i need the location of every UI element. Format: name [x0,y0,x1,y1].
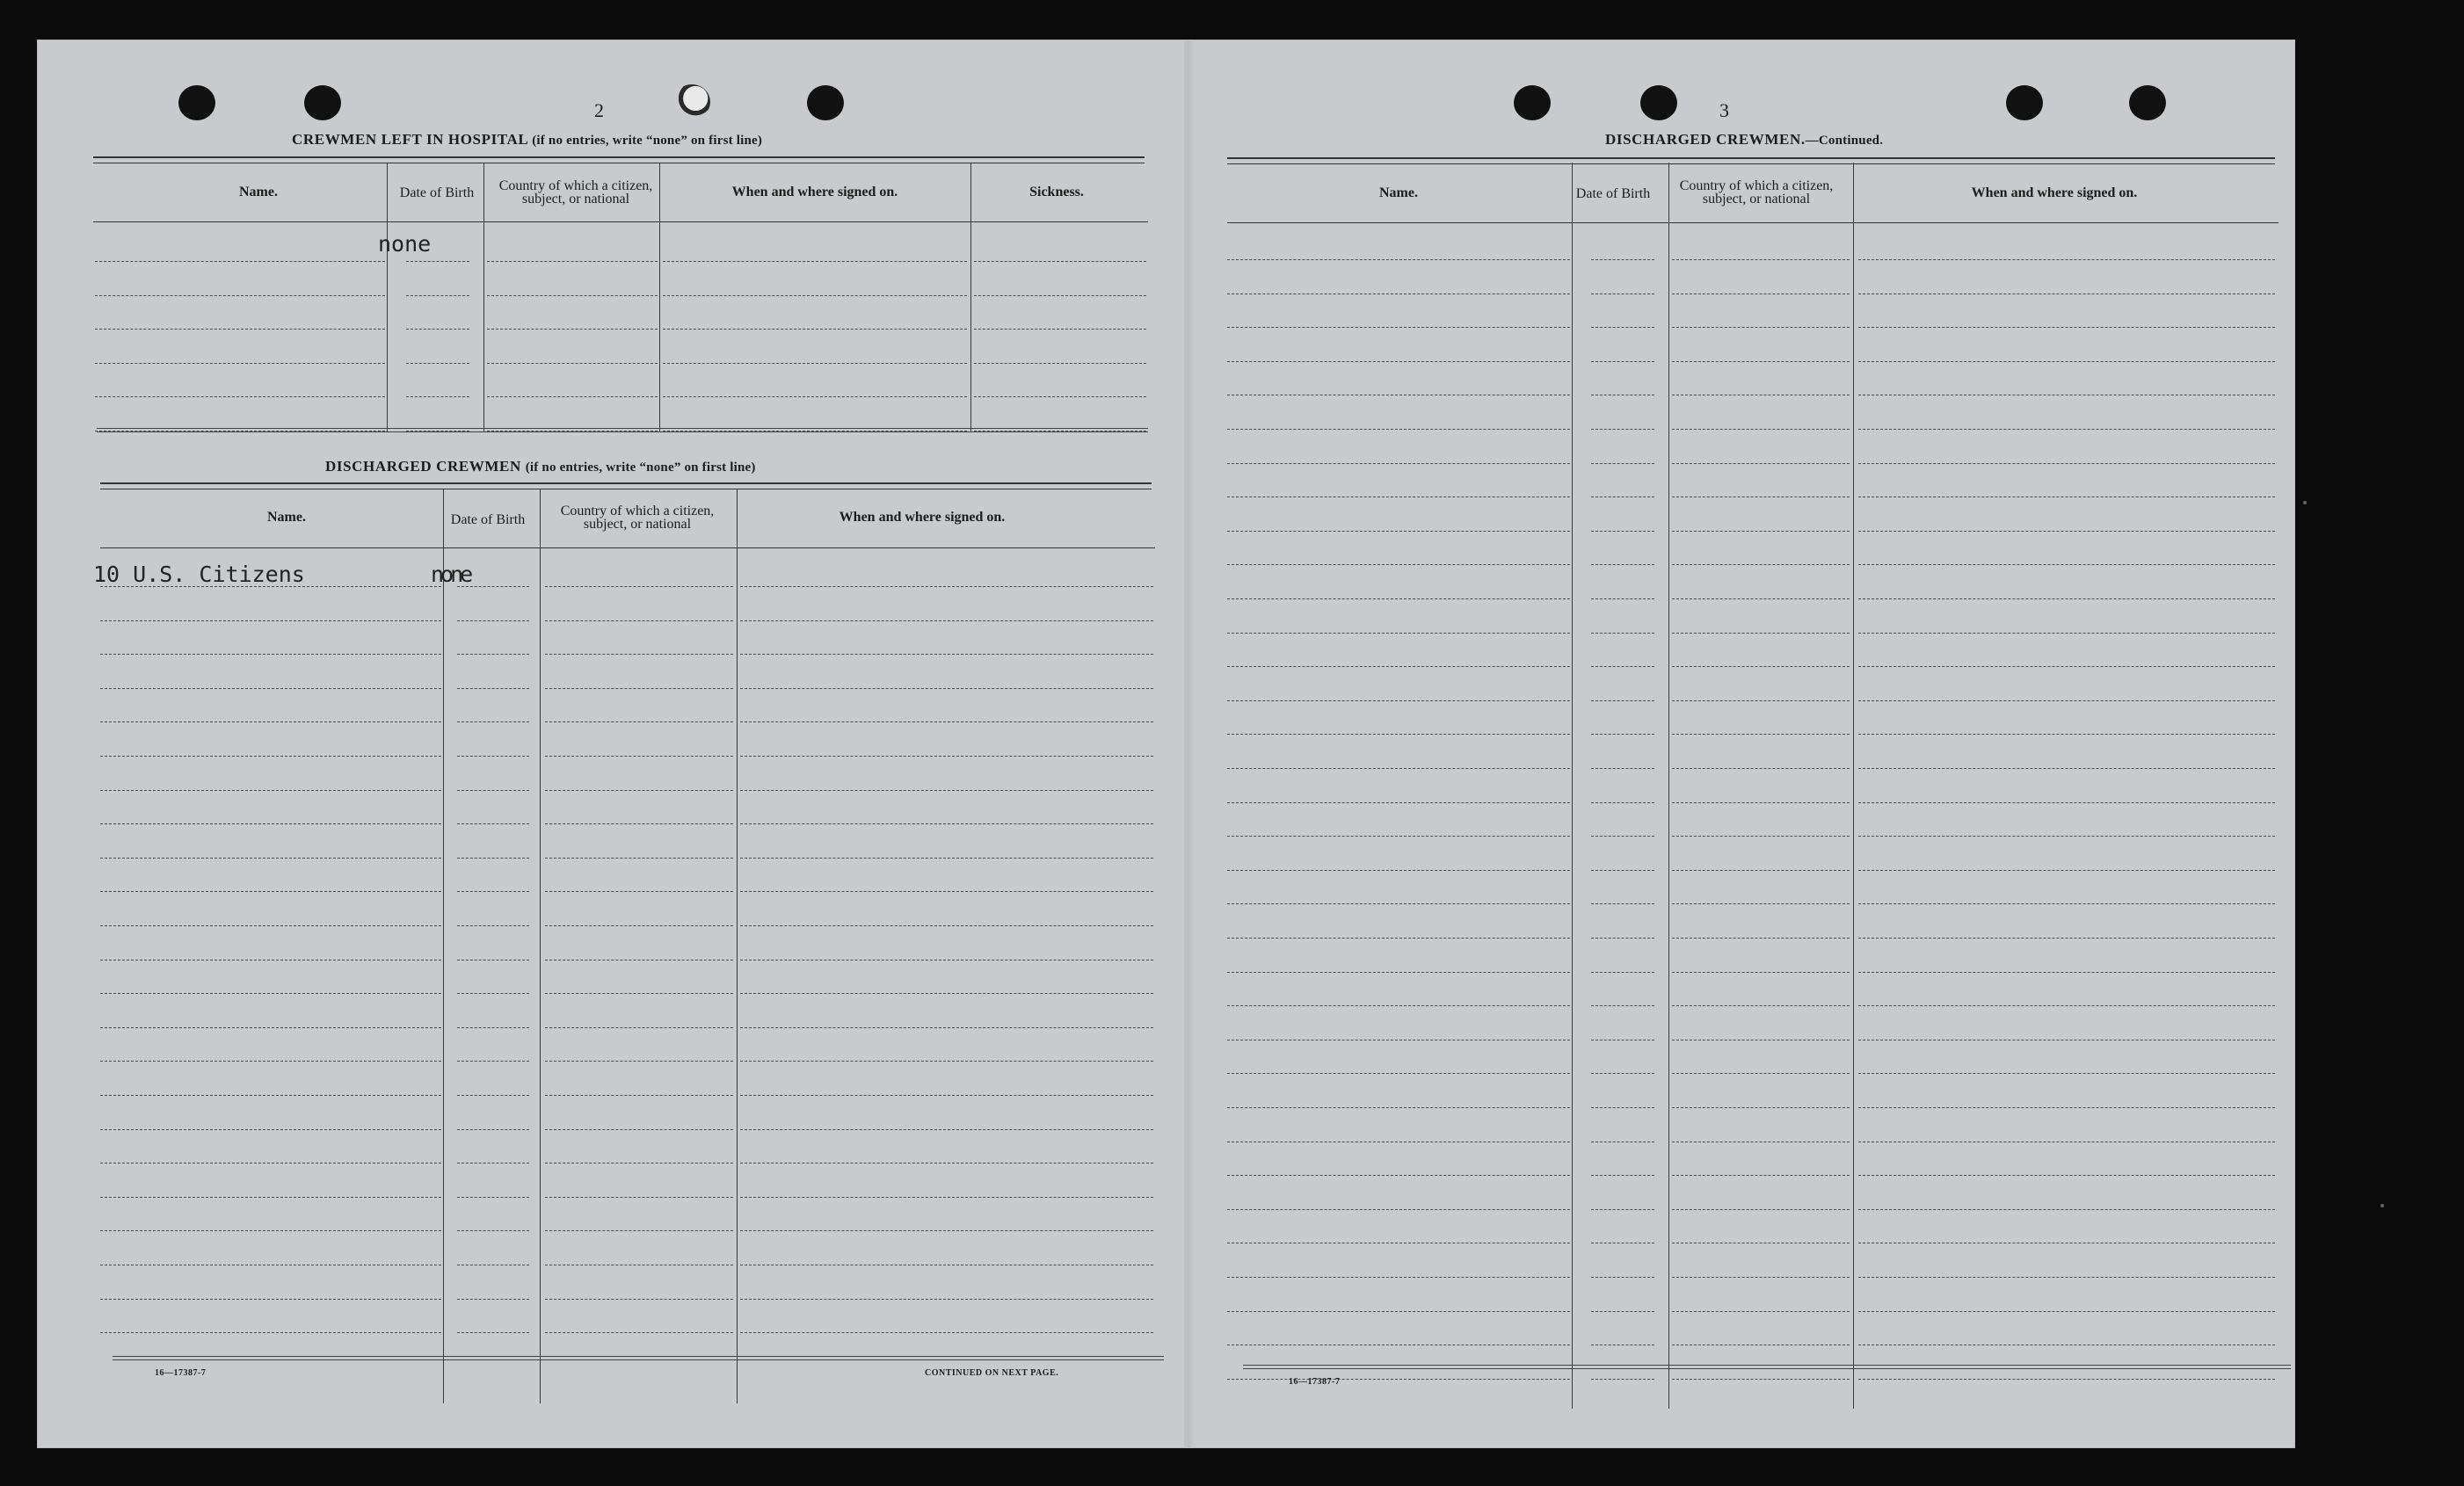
ruled-line [100,688,441,689]
ruled-line [1858,700,2275,701]
ruled-line [545,721,733,722]
ruled-line [1591,1379,1654,1380]
ruled-line [1227,1175,1570,1176]
ruled-line [457,756,529,757]
ruled-line [1858,327,2275,328]
ruled-line [1591,734,1654,735]
ruled-line [1858,903,2275,904]
ruled-line [1672,598,1850,599]
ruled-line [1858,1073,2275,1074]
ruled-line [1858,361,2275,362]
ruled-line [1591,327,1654,328]
ruled-line [457,620,529,621]
column-divider [387,163,388,431]
ruled-line [1227,361,1570,362]
ruled-line [1858,938,2275,939]
ruled-line [663,295,967,296]
col-header-country: Country of which a citizen, subject, or national [498,178,653,207]
ruled-line [545,1129,733,1130]
column-divider [1572,163,1573,1409]
ruled-line [1227,259,1570,260]
ruled-line [1227,666,1570,667]
ruled-line [100,1299,441,1300]
ruled-line [1672,734,1850,735]
ruled-line [457,1027,529,1028]
ruled-line [1591,768,1654,769]
ruled-line [100,1332,441,1333]
ruled-line [487,396,658,397]
ruled-line [100,790,441,791]
ruled-line [1858,870,2275,871]
ruled-line [1858,1277,2275,1278]
ruled-line [974,396,1146,397]
ruled-line [1858,1005,2275,1006]
ruled-line [1858,768,2275,769]
column-divider [443,489,444,1403]
ruled-line [545,823,733,824]
ruled-line [1591,1311,1654,1312]
ruled-line [545,1299,733,1300]
ruled-line [1672,1209,1850,1210]
col-header-name: Name. [239,185,278,199]
ruled-line [545,925,733,926]
ruled-line [1672,903,1850,904]
ruled-line [487,261,658,262]
ruled-line [1672,836,1850,837]
ruled-line [1672,361,1850,362]
ruled-line [1858,598,2275,599]
ruled-line [100,1027,441,1028]
ruled-line [1227,768,1570,769]
ruled-line [457,1332,529,1333]
ruled-line [1672,1005,1850,1006]
ruled-line [1672,802,1850,803]
ruled-line [1227,633,1570,634]
ruled-line [95,329,385,330]
ruled-line [740,858,1153,859]
ruled-line [1591,1277,1654,1278]
ruled-line [95,295,385,296]
ruled-line [1227,564,1570,565]
ruled-line [1591,836,1654,837]
ruled-line [974,363,1146,364]
ruled-line [1672,1379,1850,1380]
ruled-line [1591,361,1654,362]
ruled-line [1672,463,1850,464]
ruled-line [457,993,529,994]
ruled-line [1858,259,2275,260]
punch-hole [178,85,215,120]
ruled-line [406,295,469,296]
ruled-line [1591,633,1654,634]
ruled-line [1227,463,1570,464]
ruled-line [1858,1107,2275,1108]
ruled-line [100,823,441,824]
ruled-line [1591,870,1654,871]
ruled-line [457,654,529,655]
ruled-line [1672,972,1850,973]
table-top-rule [1227,157,2275,164]
ruled-line [545,891,733,892]
ruled-line [740,1129,1153,1130]
ruled-line [100,1197,441,1198]
ruled-line [1672,938,1850,939]
ruled-line [1227,1311,1570,1312]
ruled-line [1591,666,1654,667]
ruled-line [740,654,1153,655]
ruled-line [1227,734,1570,735]
col-header-date-of-birth: Date of Birth [450,511,526,527]
ruled-line [1858,836,2275,837]
ruled-line [406,396,469,397]
ruled-line [1591,429,1654,430]
ruled-line [740,620,1153,621]
col-header-signed-on: When and where signed on. [1971,185,2138,200]
ruled-line [457,858,529,859]
ruled-line [545,1230,733,1231]
column-divider [1668,163,1669,1409]
column-divider [737,489,738,1403]
ruled-line [740,790,1153,791]
continued-suffix: —Continued. [1805,134,1884,148]
ruled-line [457,925,529,926]
punch-hole [2006,85,2043,120]
ruled-line [1858,1175,2275,1176]
ruled-line [1591,1209,1654,1210]
ruled-line [740,1027,1153,1028]
ruled-line [1672,429,1850,430]
column-divider [540,489,541,1403]
discharged-title-text: DISCHARGED CREWMEN [325,458,521,475]
ruled-line [487,295,658,296]
ruled-line [1591,463,1654,464]
col-header-date-of-birth: Date of Birth [399,185,475,200]
ruled-line [740,1197,1153,1198]
ruled-line [545,790,733,791]
ruled-line [1227,531,1570,532]
ruled-line [1591,700,1654,701]
ruled-line [545,1027,733,1028]
ruled-line [740,1095,1153,1096]
ruled-line [1672,531,1850,532]
col-header-country: Country of which a citizen, subject, or national [560,504,715,532]
ruled-line [1227,870,1570,871]
ruled-line [740,1061,1153,1062]
ruled-line [1227,1379,1570,1380]
ruled-line [663,396,967,397]
ruled-line [974,261,1146,262]
ruled-line [100,721,441,722]
ruled-line [740,721,1153,722]
hospital-entry-none: none [378,231,432,257]
ruled-line [457,721,529,722]
ruled-line [1227,598,1570,599]
punch-hole [1640,85,1677,120]
ruled-line [545,1332,733,1333]
scan-speck [2303,501,2307,504]
ruled-line [457,688,529,689]
scanned-form [37,40,2295,1448]
ruled-line [740,1299,1153,1300]
ruled-line [1227,700,1570,701]
ruled-line [457,1197,529,1198]
ruled-line [487,363,658,364]
header-bottom-rule [93,221,1148,222]
ruled-line [457,1129,529,1130]
ruled-line [1227,836,1570,837]
col-header-name: Name. [1379,185,1418,200]
ruled-line [1858,1311,2275,1312]
col-header-signed-on: When and where signed on. [839,510,1006,525]
ruled-line [740,823,1153,824]
column-divider [1853,163,1854,1409]
ruled-line [100,925,441,926]
ruled-line [740,586,1153,587]
ruled-line [1672,633,1850,634]
ruled-line [1591,564,1654,565]
col-header-country: Country of which a citizen, subject, or national [1679,178,1834,207]
ruled-line [1672,564,1850,565]
ruled-line [1227,429,1570,430]
discharged-entry-name: 10 U.S. Citizens [93,562,305,587]
ruled-line [1227,1005,1570,1006]
table-bottom-rule [113,1356,1164,1360]
ruled-line [1672,768,1850,769]
torn-punch-hole [673,84,710,120]
ruled-line [1858,531,2275,532]
ruled-line [100,1129,441,1130]
col-header-name: Name. [267,510,306,525]
ruled-line [1227,1073,1570,1074]
ruled-line [100,858,441,859]
ruled-line [1672,327,1850,328]
ruled-line [100,993,441,994]
ruled-line [1672,870,1850,871]
ruled-line [1591,259,1654,260]
hospital-instruction: (if no entries, write “none” on first line) [532,134,763,148]
col-header-sickness: Sickness. [1029,185,1084,199]
ruled-line [1227,972,1570,973]
ruled-line [545,1197,733,1198]
ruled-line [457,1061,529,1062]
ruled-line [740,688,1153,689]
ruled-line [100,756,441,757]
ruled-line [545,756,733,757]
ruled-line [100,1230,441,1231]
table-bottom-rule [1243,1365,2291,1369]
ruled-line [1227,903,1570,904]
punch-hole [1514,85,1551,120]
column-divider [659,163,660,431]
ruled-line [740,1332,1153,1333]
ruled-line [1591,972,1654,973]
ruled-line [1227,938,1570,939]
ruled-line [1672,1311,1850,1312]
ruled-line [1858,564,2275,565]
ruled-line [487,329,658,330]
ruled-line [545,620,733,621]
ruled-line [457,1095,529,1096]
ruled-line [1591,1005,1654,1006]
ruled-line [1591,531,1654,532]
ruled-line [1858,1209,2275,1210]
ruled-line [457,1299,529,1300]
ruled-line [1591,1107,1654,1108]
header-bottom-rule [1227,222,2279,223]
ruled-line [974,329,1146,330]
ruled-line [457,790,529,791]
ruled-line [740,891,1153,892]
ruled-line [406,329,469,330]
ruled-line [1227,1209,1570,1210]
punch-hole [2129,85,2166,120]
ruled-line [1591,903,1654,904]
ruled-line [1858,429,2275,430]
ruled-line [1227,1107,1570,1108]
right-page [1188,40,2295,1448]
ruled-line [100,1061,441,1062]
form-number: 16—17387-7 [1289,1377,1341,1387]
left-page [37,40,1188,1448]
ruled-line [740,993,1153,994]
page-number: 3 [1719,99,1729,121]
ruled-line [663,329,967,330]
col-header-signed-on: When and where signed on. [731,185,898,199]
table-top-rule [100,482,1152,489]
ruled-line [100,891,441,892]
discharged-continued-title-text: DISCHARGED CREWMEN. [1605,131,1806,148]
ruled-line [1672,1073,1850,1074]
ruled-line [1858,1379,2275,1380]
punch-hole [807,85,844,120]
ruled-line [1858,734,2275,735]
ruled-line [1672,700,1850,701]
ruled-line [1591,938,1654,939]
table-bottom-rule [97,428,1148,432]
ruled-line [1672,1175,1850,1176]
ruled-line [1227,802,1570,803]
ruled-line [457,1230,529,1231]
form-number: 16—17387-7 [155,1368,207,1378]
ruled-line [1672,1107,1850,1108]
ruled-line [100,1095,441,1096]
ruled-line [1227,327,1570,328]
column-divider [483,163,484,431]
ruled-line [545,586,733,587]
ruled-line [545,1095,733,1096]
ruled-line [95,261,385,262]
ruled-line [545,688,733,689]
ruled-line [740,756,1153,757]
ruled-line [457,823,529,824]
page-number: 2 [594,99,604,121]
ruled-line [545,654,733,655]
punch-hole [304,85,341,120]
hospital-title-text: CREWMEN LEFT IN HOSPITAL [292,131,528,148]
ruled-line [663,261,967,262]
table-top-rule [93,156,1145,163]
ruled-line [457,891,529,892]
ruled-line [1672,1277,1850,1278]
ruled-line [406,261,469,262]
ruled-line [100,654,441,655]
continued-note: CONTINUED ON NEXT PAGE. [925,1368,1059,1378]
ruled-line [1591,598,1654,599]
ruled-line [1672,259,1850,260]
ruled-line [545,1061,733,1062]
ruled-line [95,396,385,397]
ruled-line [1858,633,2275,634]
ruled-line [740,1230,1153,1231]
ruled-line [974,295,1146,296]
column-divider [970,163,971,431]
ruled-line [545,993,733,994]
ruled-line [1672,666,1850,667]
ruled-line [95,363,385,364]
ruled-line [1227,1277,1570,1278]
col-header-date-of-birth: Date of Birth [1575,185,1651,201]
ruled-line [100,620,441,621]
ruled-line [406,363,469,364]
ruled-line [1591,802,1654,803]
ruled-line [1858,463,2275,464]
ruled-line [545,858,733,859]
ruled-line [1858,972,2275,973]
ruled-line [1858,802,2275,803]
header-bottom-rule [100,547,1155,548]
discharged-continued-title [1605,131,1883,149]
discharged-entry-overstrike: none [431,562,470,587]
discharged-section-title [325,458,756,475]
ruled-line [1591,1073,1654,1074]
ruled-line [740,925,1153,926]
discharged-instruction: (if no entries, write “none” on first line) [525,460,756,475]
ruled-line [1858,666,2275,667]
ruled-line [1591,1175,1654,1176]
scan-speck [2380,1204,2384,1207]
ruled-line [663,363,967,364]
hospital-section-title [292,131,762,149]
